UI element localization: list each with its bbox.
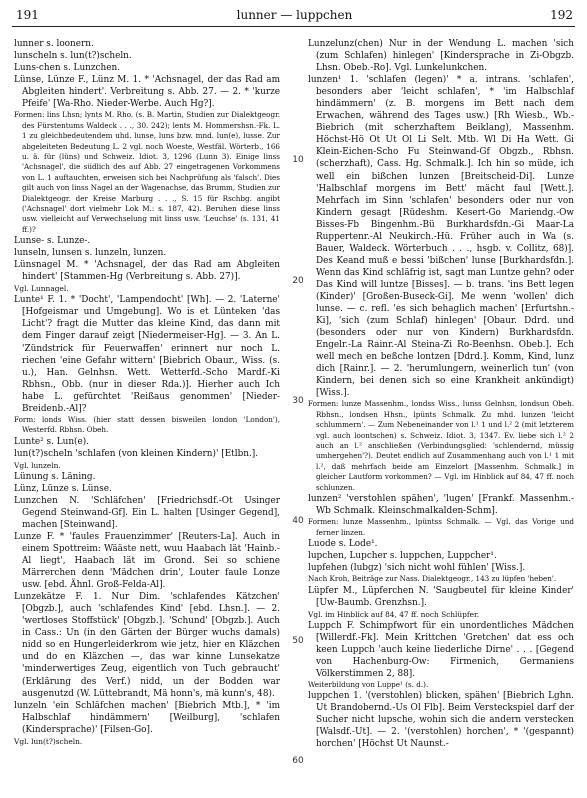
dictionary-entry: Lunzchen N. 'Schläfchen' [Friedrichsdf.-Ot Usinger Gegend Steinwand-Gf]. Ein L. halten [Usinger Gegend], machen [Steinwand]. (14, 495, 280, 530)
dictionary-entry: lunscheln s. lun(t?)scheln. (14, 51, 132, 62)
dictionary-entry: Lunzelunz(chen) Nur in der Wendung L. machen 'sich (zum Schlafen) hinlegen' [Kindersprache in Zi-Obgzb. Lhsn. Obeb.-Ro]. Vgl. Lunkelunkchen. (308, 39, 574, 74)
dictionary-entry: Formen: lunze Massenhm., lpüntss Schmalk. — Vgl. das Vorige und ferner linzen. (308, 517, 574, 537)
line-number: 60 (292, 756, 304, 766)
dictionary-entry: Luppch F. Schimpfwort für ein unordentliches Mädchen [Willerdf.-Fk]. Mein Krittchen 'Gretchen' dat ess och keen Luppch 'auch keine liederliche Dirne' . . . [Gegend von Hachenburg-Ow: Firmenich, Germaniens Völkerstimmen 2, 88]. (308, 620, 574, 679)
dictionary-entry: lunner s. loonern. (14, 39, 94, 49)
dictionary-entry: Lünsnagel M. * 'Achsnagel, der das Rad am Abgleiten hindert' [Stammen-Hg (Verbreitung s. Abb. 27)]. (14, 260, 280, 283)
dictionary-entry: Form: londs Wiss. (hier statt dessen bisweilen london 'London'), Westerfd. Rbhsn. Obeh. (14, 414, 280, 435)
dictionary-entry: Luns-chen s. Lunzchen. (14, 63, 121, 74)
dictionary-entry: Lüpfer M., Lüpferchen N. 'Saugbeutel für kleine Kinder' [Uw-Baumb. Grenzhsn.]. (308, 585, 574, 608)
dictionary-entry: lunzeln 'ein Schläfchen machen' [Biebrich Mtb.], * 'im Halbschlaf hindämmern' [Weilburg], 'schlafen (Kindersprache)' [Filsen-Go]. (14, 700, 280, 735)
line-number: 20 (292, 276, 304, 286)
dictionary-entry: Vgl. lun(t?)scheln. (14, 736, 83, 746)
header-rule (12, 26, 575, 27)
dictionary-entry: Lunzekätze F. 1. Nur Dim. 'schlafendes Kätzchen' [Obgzb.], auch 'schlafendes Kind' [ebd. Lhsn.]. — 2. 'wertloses Stoffstück' [Obgzb.]. 'Schund' [Obgzb.]. Auch in Cass.: Un (in den Gärten der Bürger wuchs damals) nidd so en Hungerleiderkrom wie jetz, hier en Kläzchen und do en Kläzchen —, das war kinne Lunsekatze 'minderwertiges Zeug, eigentlich von Tuch gebraucht' (Erklärung des Verf.) nidd, un der Bodden war ausgenutzd (W. Lüttebrandt, Mä honn's, mä kunn's, 48). (14, 592, 280, 699)
dictionary-entry: Weiterbildung von Luppe¹ (s. d.). (308, 679, 429, 689)
dictionary-entry: Vgl. Lunnagel. (14, 284, 69, 294)
dictionary-entry: luppchen 1. '(verstohlen) blicken, spähen' [Biebrich Lghn. Ut Brandobernd.-Us Ol Flb]. Beim Versteckspiel darf der Sucher nicht lupsche, wohin sich die andern verstecken [Walsdf.-Ut]. — 2. '(verstohlen) horchen', * '(gespannt) horchen' [Höchst Ut Naunst.- (308, 691, 574, 750)
dictionary-entry: Lunze F. * 'faules Frauenzimmer' [Reuters-La]. Auch in einem Spottreim: Wääste nett, wuu Haabach lät 'Hainb.-Al liegt', Haabach lät im Grond. Sei so schiene Märrerchen denn 'Mädchen drin', Louter faule Lonze usw. [ebd. Ähnl. Groß-Felda-Al]. (14, 531, 280, 591)
dictionary-entry: Formen: lunze Massenhm., londss Wiss., lunss Gelnhsn, londsun Obeh. Rbhsn., londsen Hhsn., lpünts Schmalk. Zu mhd. lunzen 'leicht schlummern'. — Zum Nebeneinander von l.¹ 1 und l.² 2 (mit letzterem vgl. auch loontschen) s. Schweiz. Idiot. 3, 1347. Ev. liebe sich l.² 2 auch an l.² anschließen (Verbindungsglied: 'schlendernd, müssig umhergehen'?). Deutet endlich auf Zusammenhang auch von l.¹ 1 mit l.², daß mehrfach beide am Einzelort [Massenhm. Schmalk.] in gleicher Lautform vorkommen? — Vgl. im Hinblick auf 84, 47 ff. noch schlunzen. (308, 399, 574, 492)
line-number: 40 (292, 516, 304, 526)
dictionary-entry: Vgl. lunzeln. (14, 460, 61, 470)
line-number: 50 (292, 636, 304, 646)
dictionary-entry: Nach Kroh, Beiträge zur Nass. Dialektgeogr., 143 zu lüpfen 'heben'. (308, 574, 557, 584)
running-title: lunner — luppchen (236, 8, 353, 22)
dictionary-entry: lunzen¹ 1. 'schlafen (legen)' * a. intrans. 'schlafen', besonders aber 'leicht schlafen', * 'im Halbschlaf hindämmern' (z. B. morgens im Bett nach dem Erwachen, während des Tages usw.) [Rh Wiesb., Wb.-Biebrich (mit scherzhaftem Beiklang), Massenhm. Höchst-Hö Ot Ut Ol Li Selt. Mtb. Wl Di Ha Wett. Gi Klein-Eichen-Scho Fu Steinwand-Gf Obgzb., Rbhsn. (scherzhaft), Cass. Hg. Schmalk.]. Ich hin so müde, ich well ein bißchen lunzen [Breitscheid-Di]. Lunze 'Halbschlaf morgens im Bett' mächt faul [Wett.]. Mehrfach im Sinn 'schlafen' besonders oder nur von Kindern gesagt [Rüdeshm. Kesert-Go Mariendg.-Ow Bisses-Fb Bingenhm.-Bü Burkhardsfdn.-Gi Maar-La Ruppertenr.-Al Neukirch.-Hü. Früher auch in Wa (s. Bauer, Waldeck. Wörterbuch . . ., hsgb. v. Collitz, 68)]. Des Keand muß e bessi 'bißchen' lunse [Burkhardsfdn.]. Wenn das Kind schläfrig ist, sagt man Luntze gehn? oder Das Kind will luntze [Bisses]. — b. trans. 'ins Bett legen (Kinder)' [Großen-Buseck-Gi]. Me wenn 'wollen' dich lunse. — c. refl. 'es sich behaglich machen' [Erfurtshn.-Ki], 'sich (zum Schlaf) hinlegen' [Obaur. Ddrd. und (besonders oder nur von Kindern) Burkhardsfdn. Engelr.-La Rainr.-Al Steina-Zi Ro-Beenhsn. Obeb.]. Ech well mech en beßche lontzen [Ddrd.]. Komm, Kind, lunz dich [Rainr.]. — 2. 'herumlungern, weinerlich tun' (von Kindern, bei denen sich so eine Krankheit ankündigt) [Wiss.]. (308, 75, 574, 399)
dictionary-entry: Lunte² s. Lun(e). (14, 436, 90, 447)
page-header (16, 8, 573, 26)
line-number: 10 (292, 155, 304, 165)
page-number-right: 192 (550, 8, 573, 22)
dictionary-entry: lun(t?)scheln 'schlafen (von kleinen Kindern)' [Etlbn.]. (14, 448, 259, 459)
dictionary-entry: lupfehen (lubgz) 'sich nicht wohl fühlen' [Wiss.]. (308, 563, 526, 574)
dictionary-entry: Lünung s. Läning. (14, 471, 96, 482)
dictionary-entry: Lunse- s. Lunze-. (14, 236, 91, 247)
dictionary-entry: lupchen, Lupcher s. luppchen, Luppcher¹. (308, 551, 497, 562)
left-column (14, 38, 280, 747)
page-number-left: 191 (16, 8, 39, 22)
line-number: 30 (292, 396, 304, 406)
dictionary-entry: Luode s. Lode¹. (308, 538, 378, 549)
dictionary-entry: lunzen² 'verstohlen spähen', 'lugen' [Frankf. Massenhm.-Wb Schmalk. Kleinschmalkalden-Schm]. (308, 494, 574, 517)
dictionary-entry: Formen: lins Lhsn; lynts M. Rho. (s. B. Martin, Studien zur Dialektgeogr. des Fürstentums Waldeck . . ., 30. 242); lents M. Hommershsn.-Fk. L. 1 zu gleichbedeutendem uhd. lunse, luns bzw. mnd. lun(e), lusse. Zur abgeleiteten Bedeutung L. 2 vgl. noch Woeste, Westfäl. Wörterb., 166 u. ä. für (lüns) und Schweiz. Idiot. 3, 1296 (Lunn 3). Einige linss 'Achsnagel', die südlich des auf Abb. 27 eingetragenen Vorkommens von L. 1 auftauchten, erweisen sich bei Nachprüfung als 'falsch'. Dies gilt auch von linss Nagel an der Wagenachse, das Brumm, Studien zur Dialektgeogr. der Kreise Marburg . . ., S. 15 für Rschbg. angibt ('Achsnagel' dort vielmehr Lok M.: s. 187, 42). Beruhen diese linss usw. vielleicht auf Verwechselung mit linss usw. 'Leuchse' (s. 131, 41 ff.)? (14, 110, 280, 234)
right-column (308, 38, 574, 750)
dictionary-entry: Lünz, Lünze s. Lünse. (14, 483, 112, 494)
dictionary-entry: Lünse, Lünze F., Lünz M. 1. * 'Achsnagel, der das Rad am Abgleiten hindert'. Verbreitung s. Abb. 27. — 2. * 'kurze Pfeife' [Wa-Rho. Nieder-Werbe. Auch Hg?]. (14, 75, 280, 110)
dictionary-entry: lunseln, lunsen s. lunzeln, lunzen. (14, 248, 167, 259)
dictionary-entry: Vgl. im Hinblick auf 84, 47 ff. noch Schlüpfer. (308, 609, 480, 619)
dictionary-entry: Lunte¹ F. 1. * 'Docht', 'Lampendocht' [Wh]. — 2. 'Laterne' [Hofgeismar und Umgebung]. Wo is et Lünteken 'das Licht'? fragt die Mutter das kleine Kind, das dann mit dem Finger darauf zeigt [Niedermeiser-Hg]. — 3. An L. 'Zündstrick für Feuerwaffen' erinnert nur noch L. riechen 'eine Gefahr wittern' [Biebrich Obaur., Wiss. (s. u.), Han. Gelnhsn. Wett. Wetterfd.-Scho Mardf.-Ki Rbhsn., Obb. (nur in dieser Rda.)]. Hierher auch Ich habe L. gefürchtet 'Reißaus genommen' [Nieder-Breidenb.-Al]? (14, 295, 280, 414)
